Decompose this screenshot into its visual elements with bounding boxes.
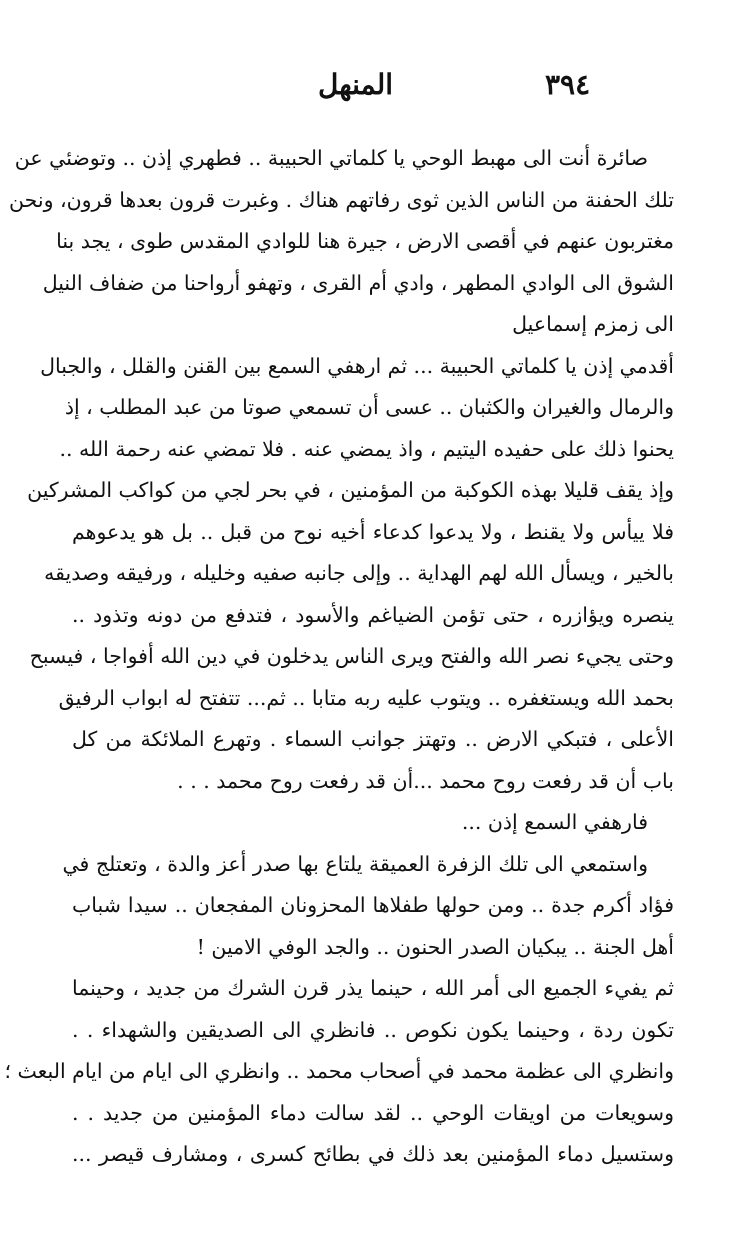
text-line: مغتربون عنهم في أقصى الارض ، جيرة هنا للوادي المقدس طوى ، يجد بنا [56, 229, 674, 253]
page-number: ٣٩٤ [545, 68, 591, 101]
text-line: أقدمي إذن يا كلماتي الحبيبة ... ثم ارهفي السمع بين القنن والقلل ، والجبال [40, 353, 674, 378]
text-line: ينصره ويؤازره ، حتى تؤمن الضياغم والأسود ، فتدفع من دونه وتذود .. [72, 602, 674, 627]
text-line: تكون ردة ، وحينما يكون نكوص .. فانظري الى الصديقين والشهداء . . [72, 1017, 674, 1042]
text-line: وحتى يجيء نصر الله والفتح ويرى الناس يدخلون في دين الله أفواجا ، فيسبح [29, 644, 674, 668]
running-title: المنهل [318, 68, 394, 101]
text-line: بالخير ، ويسأل الله لهم الهداية .. وإلى جانبه صفيه وخليله ، ورفيقه وصديقه [44, 561, 674, 585]
text-line: يحنوا ذلك على حفيده اليتيم ، واذ يمضي عنه . فلا تمضي عنه رحمة الله .. [59, 436, 674, 461]
text-line: واستمعي الى تلك الزفرة العميقة يلتاع بها صدر أعز والدة ، وتعتلج في [62, 851, 648, 876]
text-line: فؤاد أكرم جدة .. ومن حولها طفلاها المحزونان المفجعان .. سيدا شباب [72, 893, 674, 917]
text-line: وانظري الى عظمة محمد في أصحاب محمد .. وانظري الى ايام من ايام البعث ؛ [4, 1059, 674, 1083]
text-line: الأعلى ، فتبكي الارض .. وتهتز جوانب السماء . وتهرع الملائكة من كل [72, 727, 674, 751]
text-line: الى زمزم إسماعيل [512, 312, 674, 336]
text-line: فارهفي السمع إذن ... [461, 810, 648, 834]
text-line: وستسيل دماء المؤمنين بعد ذلك في بطائح كسرى ، ومشارف قيصر ... [72, 1142, 674, 1166]
text-line: الشوق الى الوادي المطهر ، وادي أم القرى ، وتهفو أرواحنا من ضفاف النيل [42, 270, 674, 295]
text-line: بحمد الله ويستغفره .. ويتوب عليه ربه متابا .. ثم... تتفتح له ابواب الرفيق [58, 685, 674, 710]
text-line: وإذ يقف قليلا بهذه الكوكبة من المؤمنين ، في بحر لجي من كواكب المشركين [27, 478, 674, 502]
text-line: فلا ييأس ولا يقنط ، ولا يدعوا كدعاء أخيه نوح من قبل .. بل هو يدعوهم [72, 519, 674, 544]
text-line: والرمال والغيران والكثبان .. عسى أن تسمعي صوتا من عبد المطلب ، إذ [64, 395, 674, 419]
text-line: باب أن قد رفعت روح محمد ...أن قد رفعت روح محمد . . . [177, 768, 674, 793]
page-header [0, 68, 730, 108]
text-line: تلك الحفنة من الناس الذين ثوى رفاتهم هناك . وغبرت قرون بعدها قرون، ونحن [9, 187, 674, 212]
text-line: وسويعات من اويقات الوحي .. لقد سالت دماء المؤمنين من جديد . . [72, 1100, 674, 1125]
text-line: صائرة أنت الى مهبط الوحي يا كلماتي الحبيبة .. فطهري إذن .. وتوضئي عن [14, 146, 648, 170]
text-line: ثم يفيء الجميع الى أمر الله ، حينما يذر قرن الشرك من جديد ، وحينما [72, 976, 674, 1000]
text-line: أهل الجنة .. يبكيان الصدر الحنون .. والجد الوفي الامين ! [196, 934, 674, 959]
body-text [4, 138, 674, 1176]
